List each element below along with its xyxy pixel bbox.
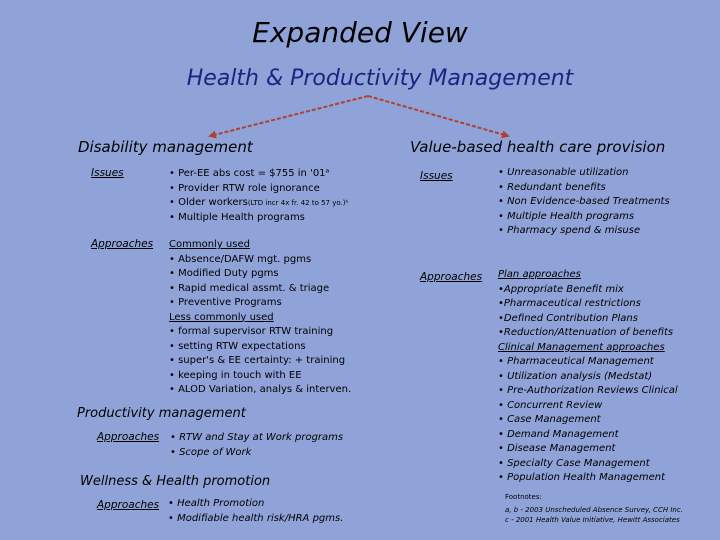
productivity-approaches-list bbox=[170, 431, 343, 460]
list-item: • super's & EE certainty: + training bbox=[169, 355, 346, 366]
productivity-approaches-label: Approaches bbox=[97, 431, 160, 443]
list-item: • Utilization analysis (Medstat) bbox=[498, 370, 653, 382]
list-item: • Non Evidence-based Treatments bbox=[498, 196, 670, 207]
list-item: • Per-EE abs cost = $755 in '01ᵃ bbox=[169, 168, 330, 179]
arrow-left bbox=[210, 96, 368, 136]
value-issues-list bbox=[498, 166, 670, 239]
list-item: •Appropriate Benefit mix bbox=[498, 283, 624, 295]
list-item: • Case Management bbox=[498, 414, 601, 425]
list-item: • Provider RTW role ignorance bbox=[169, 182, 320, 194]
list-item: • Unreasonable utilization bbox=[498, 167, 629, 178]
footnote-item: a, b - 2003 Unscheduled Absence Survey, CCH Inc. bbox=[505, 506, 683, 514]
footnotes bbox=[505, 492, 683, 525]
list-item: •Reduction/Attenuation of benefits bbox=[498, 327, 674, 338]
less-commonly-used-heading: Less commonly used bbox=[169, 311, 274, 323]
footnote-item: c - 2001 Health Value Initiative, Hewitt Associates bbox=[505, 516, 680, 524]
list-item: • Multiple Health programs bbox=[498, 210, 635, 222]
list-item: • formal supervisor RTW training bbox=[169, 326, 334, 337]
list-item: • Older workers(LTD incr 4x fr. 42 to 57 yo.)ᵇ bbox=[169, 197, 349, 208]
list-item: • Pharmacy spend & misuse bbox=[498, 225, 641, 236]
value-heading: Value-based health care provision bbox=[410, 138, 666, 156]
list-item: • Rapid medical assmt. & triage bbox=[169, 282, 330, 294]
older-workers-note: (LTD incr 4x fr. 42 to 57 yo.)ᵇ bbox=[247, 199, 349, 207]
list-item: • ALOD Variation, analys & interven. bbox=[169, 384, 352, 395]
list-item: •Defined Contribution Plans bbox=[498, 312, 638, 324]
arrow-right bbox=[368, 96, 508, 136]
list-item: • Absence/DAFW mgt. pgms bbox=[169, 253, 312, 265]
wellness-heading: Wellness & Health promotion bbox=[80, 474, 271, 489]
commonly-used-heading: Commonly used bbox=[169, 239, 250, 250]
value-approaches-list bbox=[498, 268, 678, 486]
clinical-approaches-heading: Clinical Management approaches bbox=[498, 341, 665, 353]
value-issues-label: Issues bbox=[420, 170, 453, 182]
productivity-heading: Productivity management bbox=[77, 406, 246, 421]
disability-approaches-list bbox=[169, 238, 351, 398]
list-item: • Specialty Case Management bbox=[498, 457, 650, 469]
list-item: • Modified Duty pgms bbox=[169, 268, 279, 279]
footnotes-title: Footnotes: bbox=[505, 493, 542, 501]
plan-approaches-heading: Plan approaches bbox=[498, 269, 581, 280]
list-item: • Pre-Authorization Reviews Clinical bbox=[498, 385, 678, 396]
disability-approaches-label: Approaches bbox=[91, 238, 154, 250]
list-item: • Demand Management bbox=[498, 428, 619, 440]
wellness-approaches-list bbox=[168, 497, 343, 526]
list-item: • RTW and Stay at Work programs bbox=[170, 432, 344, 443]
list-item: • Multiple Health programs bbox=[169, 211, 305, 223]
wellness-approaches-label: Approaches bbox=[97, 499, 160, 511]
list-item: • setting RTW expectations bbox=[169, 340, 306, 352]
list-item: •Pharmaceutical restrictions bbox=[498, 298, 641, 309]
list-item: • Redundant benefits bbox=[498, 181, 606, 193]
list-item: • Population Health Management bbox=[498, 472, 666, 483]
value-approaches-label: Approaches bbox=[420, 271, 483, 283]
list-item: • Preventive Programs bbox=[169, 297, 282, 308]
disability-issues-list bbox=[169, 167, 348, 225]
list-item: • Scope of Work bbox=[170, 446, 252, 458]
disability-heading: Disability management bbox=[78, 138, 253, 156]
list-item: • keeping in touch with EE bbox=[169, 369, 302, 381]
list-item: • Pharmaceutical Management bbox=[498, 356, 654, 367]
list-item: • Concurrent Review bbox=[498, 399, 603, 411]
slide-title: Expanded View bbox=[252, 16, 468, 49]
list-item: • Disease Management bbox=[498, 443, 616, 454]
disability-issues-label: Issues bbox=[91, 167, 124, 179]
slide-subtitle: Health & Productivity Management bbox=[186, 66, 574, 91]
list-item: • Modifiable health risk/HRA pgms. bbox=[168, 512, 344, 524]
list-item: • Health Promotion bbox=[168, 498, 265, 509]
